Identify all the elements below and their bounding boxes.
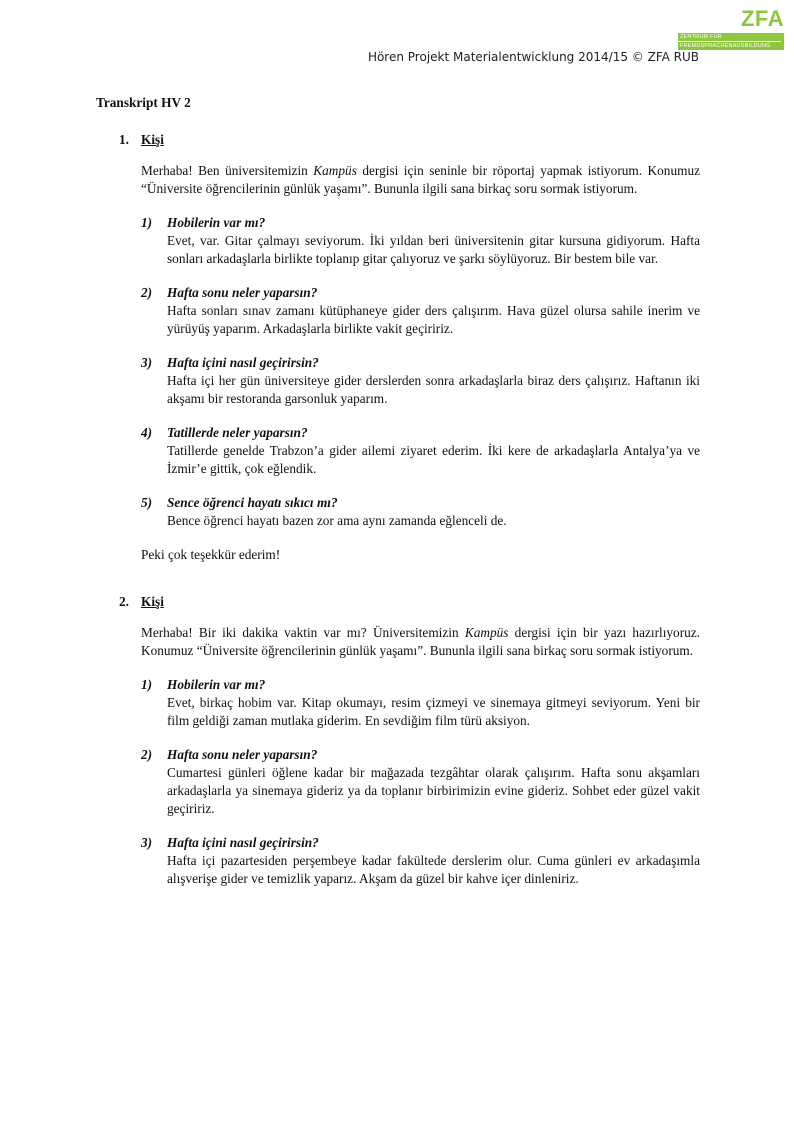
qa-item xyxy=(96,676,700,730)
logo-wordmark: ZFA xyxy=(740,6,784,31)
qa-item xyxy=(96,494,700,530)
section-number: 1. xyxy=(119,132,129,147)
answer: Bence öğrenci hayatı bazen zor ama aynı zamanda eğlenceli de. xyxy=(167,513,507,528)
closing-line: Peki çok teşekkür ederim! xyxy=(141,547,281,562)
answer: Evet, birkaç hobim var. Kitap okumayı, resim çizmeyi ve sinemaya gitmeyi seviyorum. Yeni bir film geldiği zaman mutlaka giderim. En sevdiğim film türü aksiyon. xyxy=(167,695,700,728)
section-intro: Merhaba! Ben üniversitemizin Kampüs dergisi için seninle bir röportaj yapmak istiyorum. Konumuz “Üniversite öğrencilerinin günlük yaşamı”. Bununla ilgili sana birkaç soru sormak istiyorum. xyxy=(141,163,700,196)
magazine-name: Kampüs xyxy=(464,625,509,640)
header-project-line: Hören Projekt Materialentwicklung 2014/15 © ZFA RUB xyxy=(367,50,699,64)
question: 3) Hafta içini nasıl geçirirsin? xyxy=(141,835,319,850)
question: 2) Hafta sonu neler yaparsın? xyxy=(141,285,318,300)
question: 2) Hafta sonu neler yaparsın? xyxy=(141,747,318,762)
answer: Tatillerde genelde Trabzon’a gider ailemi ziyaret ederim. İki kere de arkadaşlarla Antalya’ya ve İzmir’e gittik, çok eğlendik. xyxy=(167,443,700,476)
qa-item xyxy=(96,746,700,818)
question: 4) Tatillerde neler yaparsın? xyxy=(141,425,308,440)
question: 1) Hobilerin var mı? xyxy=(141,677,266,692)
section-heading xyxy=(119,131,700,149)
zfa-logo xyxy=(676,8,786,48)
section-label: Kişi xyxy=(141,132,164,147)
answer: Hafta içi her gün üniversiteye gider derslerden sonra arkadaşlarla biraz ders çalışırız. Haftanın iki akşamı bir restoranda garsonluk yaparım. xyxy=(167,373,700,406)
section-heading xyxy=(119,593,700,611)
magazine-name: Kampüs xyxy=(313,163,357,178)
document-body xyxy=(96,94,700,888)
logo-subtitle-2: FREMDSPRACHENAUSBILDUNG xyxy=(680,43,771,49)
logo-subtitle-1: ZENTRUM FÜR xyxy=(680,34,722,40)
qa-item xyxy=(96,834,700,888)
section-1 xyxy=(96,131,700,564)
qa-item xyxy=(96,424,700,478)
question: 5) Sence öğrenci hayatı sıkıcı mı? xyxy=(141,495,338,510)
qa-item xyxy=(96,214,700,268)
section-2 xyxy=(96,593,700,888)
qa-item xyxy=(96,354,700,408)
section-number: 2. xyxy=(119,594,129,609)
section-intro: Merhaba! Bir iki dakika vaktin var mı? Üniversitemizin Kampüs dergisi için bir yazı hazırlıyoruz. Konumuz “Üniversite öğrencilerinin günlük yaşamı”. Bununla ilgili sana birkaç soru sormak istiyorum. xyxy=(141,625,700,658)
question: 1) Hobilerin var mı? xyxy=(141,215,266,230)
answer: Hafta sonları sınav zamanı kütüphaneye gider ders çalışırım. Hava güzel olursa sahile inerim ve yürüyüş yaparım. Arkadaşlarla birlikte vakit geçiririz. xyxy=(167,303,700,336)
qa-item xyxy=(96,284,700,338)
answer: Hafta içi pazartesiden perşembeye kadar fakültede derslerim olur. Cuma günleri ev arkadaşımla alışverişe gider ve temizlik yaparız. Akşam da güzel bir kahve içer dinleniriz. xyxy=(167,853,700,886)
answer: Evet, var. Gitar çalmayı seviyorum. İki yıldan beri üniversitenin gitar kursuna gidiyorum. Hafta sonları arkadaşlarla birlikte toplanıp gitar çalıyoruz ve şarkı söylüyoruz. Bir bestem bile var. xyxy=(167,233,700,266)
answer: Cumartesi günleri öğlene kadar bir mağazada tezgâhtar olarak çalışırım. Hafta sonu akşamları arkadaşlarla ya sinemaya gideriz ya da toplanır birbirimizin evine gideriz. Sohbet eder güzel vakit geçiririz. xyxy=(167,765,700,816)
section-label: Kişi xyxy=(141,594,164,609)
document-title: Transkript HV 2 xyxy=(96,95,191,110)
question: 3) Hafta içini nasıl geçirirsin? xyxy=(141,355,319,370)
